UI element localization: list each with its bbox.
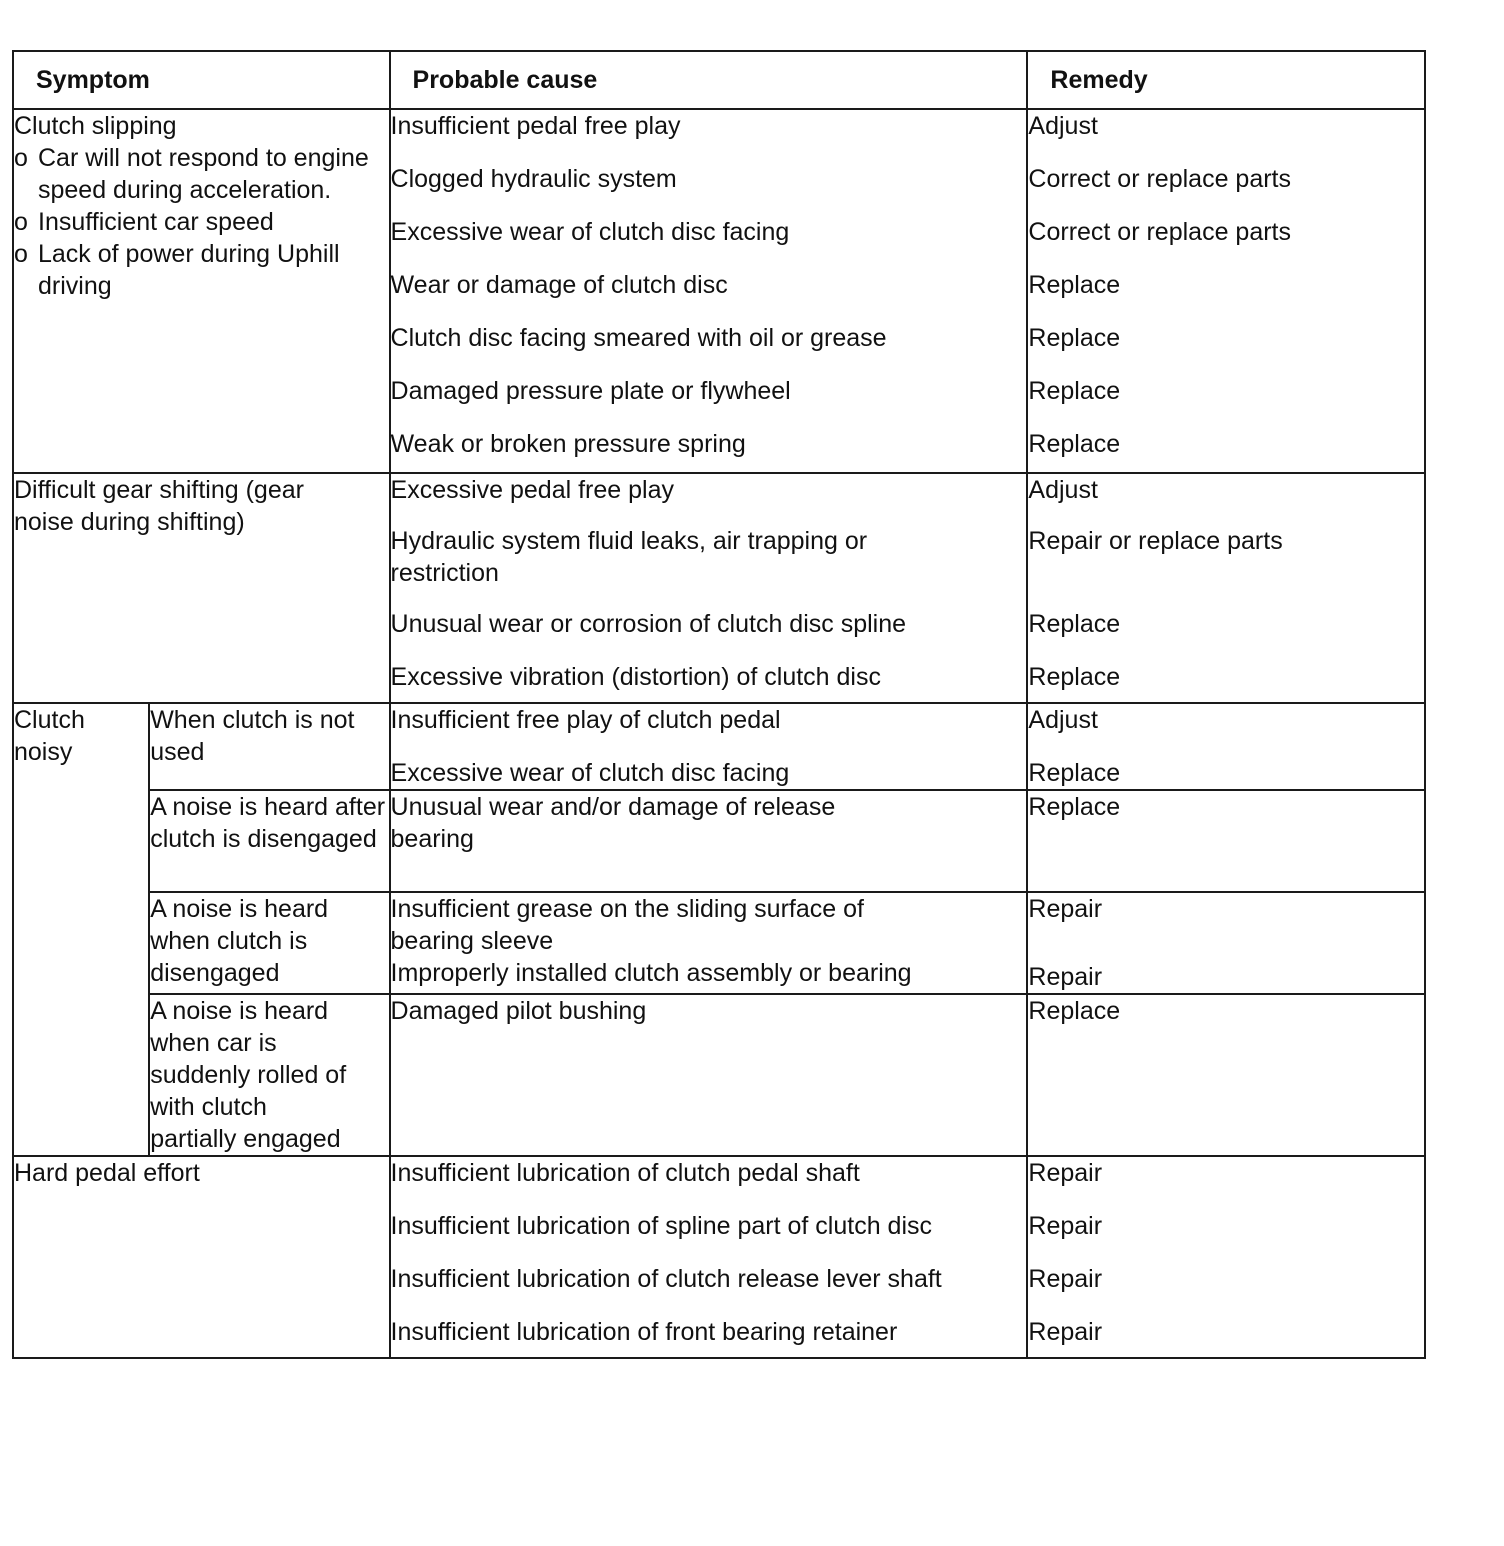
condition-cell [149,994,389,1156]
remedy-text: Replace [1028,663,1121,691]
cause-text: Insufficient pedal free play [390,112,681,140]
remedy-text: Correct or replace parts [1028,165,1292,193]
remedy-text: Replace [1028,324,1121,352]
cause-cell [390,994,1028,1156]
symptom-cell [13,703,149,1156]
remedy-text: Replace [1028,793,1121,821]
remedy-text: Repair [1028,1265,1103,1293]
list-item: o Lack of power during Uphill driving [14,240,340,300]
remedy-text: Repair [1028,895,1103,923]
table-row [13,109,1425,473]
cause-text: Insufficient lubrication of clutch pedal shaft [390,1159,860,1187]
remedy-text: Replace [1028,610,1121,638]
remedy-cell [1027,994,1425,1156]
header-symptom: Symptom [13,51,390,109]
cause-text: Unusual wear and/or damage of release bearing [390,793,836,853]
cause-text: Clutch disc facing smeared with oil or grease [390,324,887,352]
cause-text: Hydraulic system fluid leaks, air trapping or restriction [390,527,868,587]
cause-text: Insufficient lubrication of clutch release lever shaft [390,1265,942,1293]
troubleshooting-table [12,50,1426,1359]
remedy-text: Repair [1028,1212,1103,1240]
symptom-title: Clutch noisy [14,706,85,766]
remedy-text: Adjust [1028,112,1098,140]
cause-text: Insufficient grease on the sliding surface of bearing sleeve [390,895,864,955]
remedy-cell [1027,473,1425,703]
symptom-cell [13,473,390,703]
cause-text: Excessive vibration (distortion) of clutch disc [390,663,881,691]
remedy-text: Correct or replace parts [1028,218,1292,246]
remedy-cell [1027,790,1425,892]
cause-cell [390,109,1028,473]
header-remedy: Remedy [1027,51,1425,109]
remedy-text: Replace [1028,759,1121,787]
cause-cell [390,473,1028,703]
remedy-text: Adjust [1028,706,1098,734]
cause-text: Unusual wear or corrosion of clutch disc spline [390,610,907,638]
symptom-title: Clutch slipping [14,112,177,140]
table-row [13,473,1425,703]
remedy-text: Repair [1028,963,1103,991]
table-row [13,703,1425,790]
table-row [13,994,1425,1156]
symptom-title: Difficult gear shifting (gear noise during shifting) [14,476,304,536]
list-item: o Car will not respond to engine speed during acceleration. [14,144,369,204]
table-row [13,892,1425,994]
cause-text: Insufficient lubrication of spline part of clutch disc [390,1212,933,1240]
remedy-text: Replace [1028,430,1121,458]
cause-text: Damaged pressure plate or flywheel [390,377,791,405]
cause-text: Insufficient lubrication of front bearing retainer [390,1318,898,1346]
condition-cell [149,703,389,790]
remedy-text: Replace [1028,377,1121,405]
cause-cell [390,790,1028,892]
cause-text: Clogged hydraulic system [390,165,677,193]
cause-text: Excessive wear of clutch disc facing [390,759,790,787]
remedy-cell [1027,703,1425,790]
condition-cell [149,892,389,994]
remedy-text: Repair [1028,1318,1103,1346]
condition-text: When clutch is not used [150,706,355,766]
cause-cell [390,1156,1028,1358]
cause-text: Excessive pedal free play [390,476,674,504]
symptom-cell [13,109,390,473]
table-row [13,790,1425,892]
cause-text: Weak or broken pressure spring [390,430,746,458]
header-probable-cause: Probable cause [390,51,1028,109]
table-row [13,1156,1425,1358]
condition-text: A noise is heard when clutch is disengaged [150,895,329,987]
cause-text: Excessive wear of clutch disc facing [390,218,790,246]
remedy-text: Replace [1028,997,1121,1025]
cause-text: Damaged pilot bushing [390,997,647,1025]
remedy-cell [1027,109,1425,473]
condition-text: A noise is heard after clutch is disengaged [150,793,386,853]
symptom-cell [13,1156,390,1358]
condition-text: A noise is heard when car is suddenly rolled of with clutch partially engaged [150,997,347,1153]
remedy-text: Repair or replace parts [1028,527,1283,555]
cause-cell [390,703,1028,790]
list-item: o Insufficient car speed [14,208,274,236]
cause-text: Wear or damage of clutch disc [390,271,728,299]
remedy-cell [1027,1156,1425,1358]
remedy-text: Repair [1028,1159,1103,1187]
header-row [13,51,1425,109]
cause-text: Improperly installed clutch assembly or bearing [390,959,912,987]
remedy-text: Adjust [1028,476,1098,504]
cause-cell [390,892,1028,994]
symptom-bullet-list [14,142,389,302]
symptom-title: Hard pedal effort [14,1159,200,1187]
cause-text: Insufficient free play of clutch pedal [390,706,781,734]
remedy-cell [1027,892,1425,994]
remedy-text: Replace [1028,271,1121,299]
condition-cell [149,790,389,892]
